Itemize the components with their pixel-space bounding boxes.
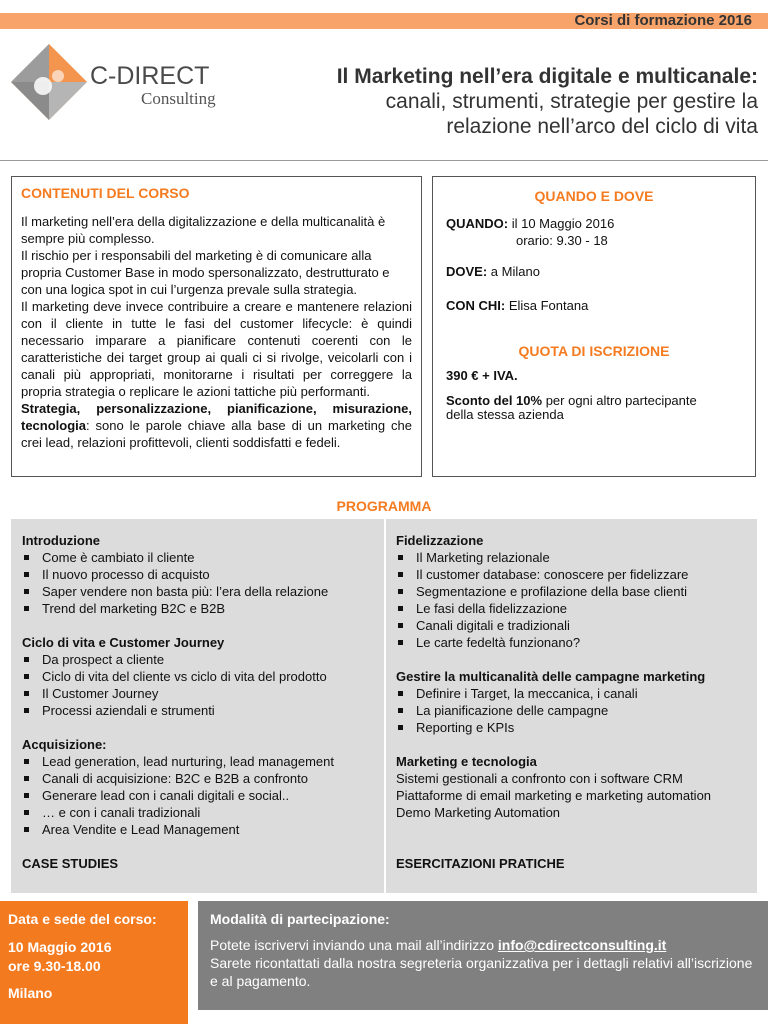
participation-body	[210, 936, 760, 990]
list-item: Processi aziendali e strumenti	[22, 702, 377, 719]
list-item: Canali digitali e tradizionali	[396, 617, 751, 634]
logo-name: C-DIRECT	[90, 62, 210, 90]
email-link[interactable]: info@cdirectconsulting.it	[497, 937, 667, 953]
bullet-list	[396, 685, 751, 736]
list-item: Le fasi della fidelizzazione	[396, 600, 751, 617]
contenuti-keywords: Strategia, personalizzazione, pianificazione, misurazione, tecnologia	[21, 401, 412, 433]
title-line-1: Il Marketing nell’era digitale e multicanale:	[336, 65, 758, 88]
participation-text-2: Sarete ricontattati dalla nostra segreteria organizzativa per i dettagli relativi all’iscrizione e al pagamento.	[210, 955, 753, 989]
participation-box	[198, 901, 768, 1010]
programma-divider	[384, 519, 386, 893]
list-item: Trend del marketing B2C e B2B	[22, 600, 377, 617]
section-title: Marketing e tecnologia	[396, 754, 537, 769]
bullet-list	[22, 753, 377, 838]
contenuti-p1: Il marketing nell’era della digitalizzazione e della multicanalità è sempre più complesso.	[21, 214, 386, 246]
section-title: Acquisizione:	[22, 737, 107, 752]
list-item: Il nuovo processo di acquisto	[22, 566, 377, 583]
dove-line	[446, 263, 742, 280]
contenuti-body	[21, 213, 412, 451]
sconto-bold: Sconto del 10%	[446, 393, 543, 408]
quota-heading: QUOTA DI ISCRIZIONE	[518, 343, 670, 359]
contenuti-heading: CONTENUTI DEL CORSO	[21, 185, 190, 201]
info-box	[432, 176, 756, 477]
list-item: Il Customer Journey	[22, 685, 377, 702]
schedule-date	[8, 938, 112, 976]
list-item: Area Vendite e Lead Management	[22, 821, 377, 838]
header-divider	[0, 160, 768, 161]
sconto-line-2: della stessa azienda	[446, 407, 564, 422]
contenuti-box	[11, 176, 422, 477]
contenuti-p4	[21, 400, 412, 451]
section-title: Introduzione	[22, 533, 100, 548]
list-item: Saper vendere non basta più: l’era della relazione	[22, 583, 377, 600]
conchi-label: CON CHI:	[446, 298, 506, 313]
logo-sub: Consulting	[141, 89, 216, 108]
list-item: Lead generation, lead nurturing, lead management	[22, 753, 377, 770]
title-line-3: relazione nell’arco del ciclo di vita	[446, 115, 758, 138]
esercitazioni-label: ESERCITAZIONI PRATICHE	[396, 856, 565, 871]
quando-line	[446, 215, 742, 232]
plain-line: Sistemi gestionali a confronto con i software CRM	[396, 771, 683, 786]
section-title: Gestire la multicanalità delle campagne marketing	[396, 669, 706, 684]
list-item: Le carte fedeltà funzionano?	[396, 634, 751, 651]
contenuti-p2: Il rischio per i responsabili del marketing è di comunicare alla propria Customer Base in modo spersonalizzato, destrutturato e con una logica spot in cui l’urgenza prevale sulla strategia.	[21, 248, 390, 297]
list-item: La pianificazione delle campagne	[396, 702, 751, 719]
quando-label: QUANDO:	[446, 216, 509, 231]
conchi-value: Elisa Fontana	[505, 298, 589, 313]
section-title: Fidelizzazione	[396, 533, 484, 548]
list-item: … e con i canali tradizionali	[22, 804, 377, 821]
plain-line: Piattaforme di email marketing e marketing automation	[396, 788, 712, 803]
list-item: Il customer database: conoscere per fidelizzare	[396, 566, 751, 583]
list-item: Canali di acquisizione: B2C e B2B a confronto	[22, 770, 377, 787]
quando-heading: QUANDO E DOVE	[534, 188, 654, 204]
list-item: Reporting e KPIs	[396, 719, 751, 736]
contenuti-p3: Il marketing deve invece contribuire a creare e mantenere relazioni con il cliente in tutte le fasi del customer lifecycle: è quindi necessario imparare a pianificare contenuti coerenti con le caratteristiche dei target group ai quali ci si rivolge, veicolarli con i canali più appropriati, monitorarne i risultati per correggere la propria strategia o replicare le azioni tattiche più performanti.	[21, 299, 412, 399]
participation-heading: Modalità di partecipazione:	[210, 911, 390, 927]
quando-value: il 10 Maggio 2016	[508, 216, 615, 231]
bullet-list	[22, 651, 377, 719]
page-title	[288, 64, 758, 139]
case-studies-label: CASE STUDIES	[22, 856, 119, 871]
list-item: Ciclo di vita del cliente vs ciclo di vita del prodotto	[22, 668, 377, 685]
list-item: Da prospect a cliente	[22, 651, 377, 668]
schedule-time: ore 9.30-18.00	[8, 958, 101, 974]
sconto-line	[446, 394, 742, 408]
list-item: Generare lead con i canali digitali e social..	[22, 787, 377, 804]
course-tag: Corsi di formazione 2016	[574, 12, 752, 29]
programma-right-column	[396, 532, 751, 872]
header-bar	[0, 13, 768, 29]
participation-text-1: Potete iscrivervi inviando una mail all’indirizzo	[210, 937, 498, 953]
bullet-list	[396, 549, 751, 651]
sconto-rest: per ogni altro partecipante	[542, 393, 697, 408]
schedule-city: Milano	[8, 985, 53, 1001]
company-logo	[6, 42, 231, 124]
logo-puzzle-icon	[6, 42, 231, 124]
programma-heading: PROGRAMMA	[336, 498, 432, 514]
list-item: Definire i Target, la meccanica, i canali	[396, 685, 751, 702]
list-item: Segmentazione e profilazione della base clienti	[396, 583, 751, 600]
dove-label: DOVE:	[446, 264, 488, 279]
dove-value: a Milano	[487, 264, 540, 279]
programma-left-column	[22, 532, 377, 872]
bullet-list	[22, 549, 377, 617]
section-title: Ciclo di vita e Customer Journey	[22, 635, 225, 650]
quota-price: 390 € + IVA.	[446, 368, 518, 383]
conchi-line	[446, 297, 742, 314]
orario-line: orario: 9.30 - 18	[516, 233, 608, 248]
schedule-heading: Data e sede del corso:	[8, 911, 157, 927]
contenuti-p4-rest: : sono le parole chiave alla base di un marketing che crei lead, relazioni profittevoli, clienti soddisfatti e fedeli.	[21, 418, 412, 450]
plain-line: Demo Marketing Automation	[396, 805, 561, 820]
list-item: Il Marketing relazionale	[396, 549, 751, 566]
schedule-day: 10 Maggio 2016	[8, 939, 112, 955]
title-line-2: canali, strumenti, strategie per gestire la	[385, 90, 758, 113]
list-item: Come è cambiato il cliente	[22, 549, 377, 566]
schedule-box	[0, 901, 188, 1024]
